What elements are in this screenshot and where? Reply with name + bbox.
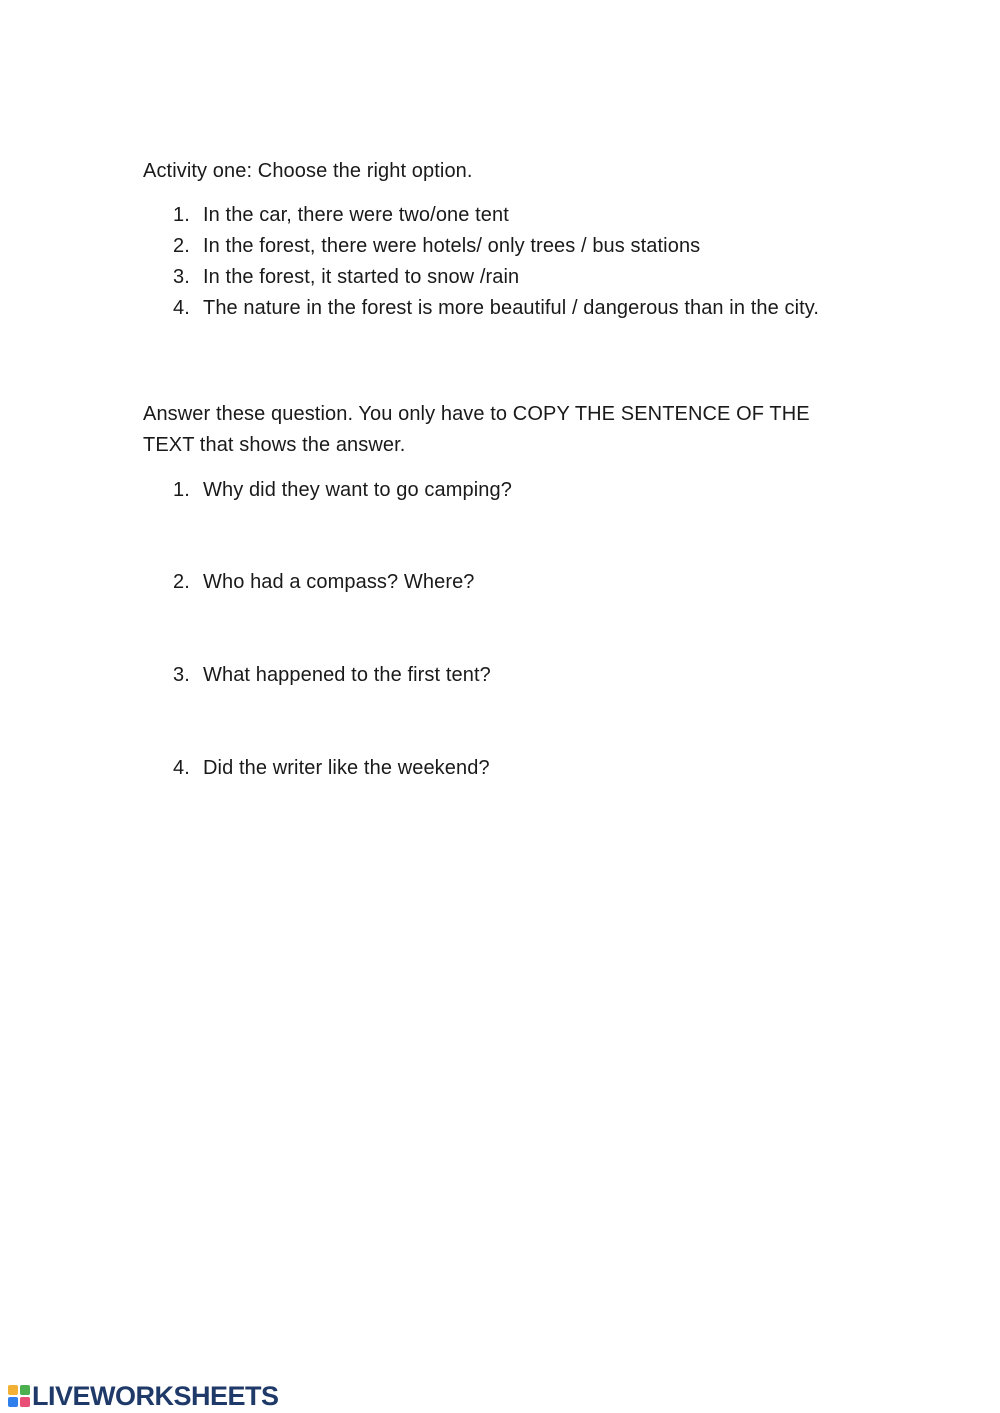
list-item <box>143 231 843 262</box>
logo-text: LIVEWORKSHEETS <box>32 1381 279 1411</box>
activity-one-heading: Activity one: Choose the right option. <box>143 160 473 182</box>
activity-two-heading: Answer these question. You only have to COPY THE SENTENCE OF THE TEXT that shows the answer. <box>143 403 810 456</box>
logo-mark-square <box>8 1397 18 1407</box>
question-item <box>143 567 843 598</box>
question-text: Who had a compass? Where? <box>203 571 475 593</box>
logo-mark-square <box>8 1385 18 1395</box>
question-number: 3. <box>173 664 190 686</box>
item-number: 2. <box>173 235 190 257</box>
liveworksheets-logo[interactable] <box>8 1382 279 1410</box>
item-number: 1. <box>173 204 190 226</box>
item-text: The nature in the forest is more beautiful / dangerous than in the city. <box>203 297 820 319</box>
list-item <box>143 262 843 293</box>
activity-one-list <box>143 200 843 324</box>
question-text: What happened to the first tent? <box>203 664 491 686</box>
item-text: In the forest, it started to snow /rain <box>203 266 520 288</box>
question-text: Why did they want to go camping? <box>203 479 512 501</box>
question-item <box>143 660 843 691</box>
item-number: 3. <box>173 266 190 288</box>
item-text: In the car, there were two/one tent <box>203 204 509 226</box>
question-number: 4. <box>173 757 190 779</box>
question-item <box>143 475 843 506</box>
logo-mark-square <box>20 1397 30 1407</box>
list-item <box>143 200 843 231</box>
question-number: 1. <box>173 479 190 501</box>
list-item <box>143 293 843 324</box>
question-text: Did the writer like the weekend? <box>203 757 490 779</box>
item-number: 4. <box>173 297 190 319</box>
question-item <box>143 753 843 784</box>
liveworksheets-logo-icon <box>8 1385 30 1407</box>
item-text: In the forest, there were hotels/ only trees / bus stations <box>203 235 701 257</box>
logo-mark-square <box>20 1385 30 1395</box>
question-number: 2. <box>173 571 190 593</box>
